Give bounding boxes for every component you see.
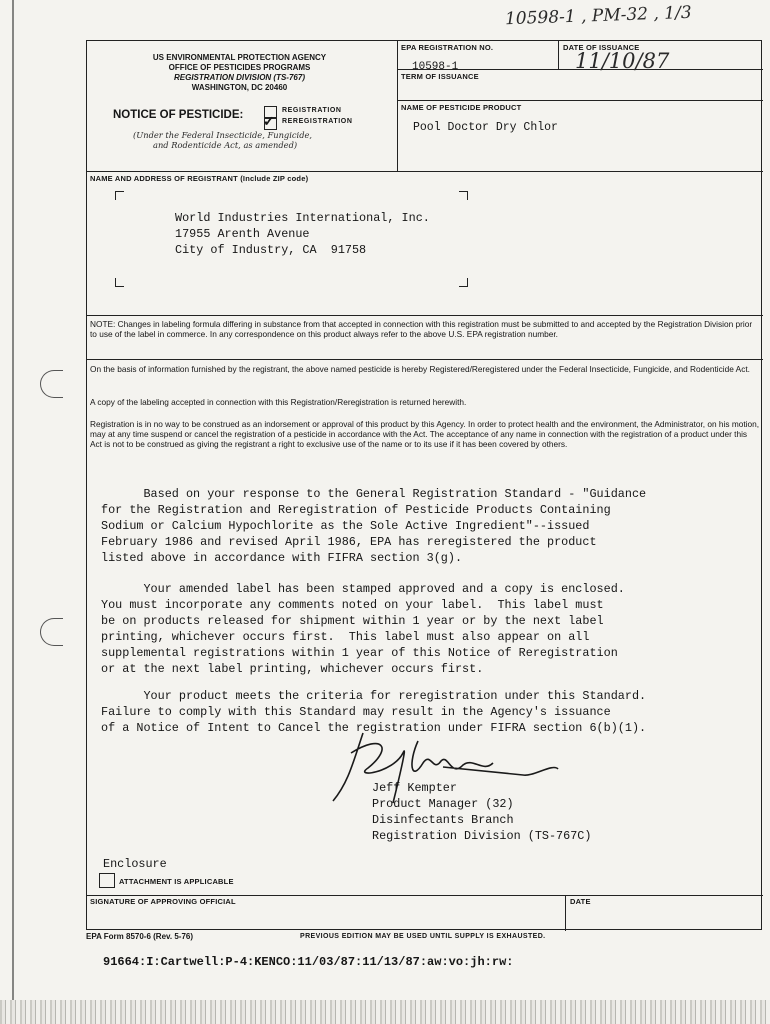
checkbox-check-mark-icon: ✓ xyxy=(263,113,275,129)
attachment-checkbox[interactable] xyxy=(99,873,115,888)
agency-division: REGISTRATION DIVISION (TS-767) xyxy=(174,73,305,82)
scan-edge-noise xyxy=(12,0,14,1000)
agency-address: WASHINGTON, DC 20460 xyxy=(191,83,288,92)
agency-office: OFFICE OF PESTICIDES PROGRAMS xyxy=(168,63,311,72)
act-reference-line1: (Under the Federal Insecticide, Fungicide, xyxy=(133,130,313,140)
date-of-issuance-value: 11/10/87 xyxy=(575,49,670,73)
signature-label: SIGNATURE OF APPROVING OFFICIAL xyxy=(90,897,236,906)
routing-line: 91664:I:Cartwell:P-4:KENCO:11/03/87:11/13/87:aw:vo:jh:rw: xyxy=(103,955,514,969)
notice-form: US ENVIRONMENTAL PROTECTION AGENCY OFFICE OF PESTICIDES PROGRAMS REGISTRATION DIVISION (TS-767) WASHINGTON, DC 20460 NOTICE OF PESTICIDE: REGISTRATION ✓ REREGISTRATION (Under the Federal Insecticide, Fungicide, and Rodenticide Act, as amended) EPA REGISTRATION NO. 10598-1 DATE OF ISSUANCE 11/10/87 TERM OF ISSUANCE NAME OF PESTICIDE PRODUCT Pool Doctor Dry Chlor NAME AND ADDRESS OF REGISTRANT (Include ZIP code) World Industries International, Inc. 17955 Arenth Avenue City of Industry, CA 91758 NOTE: Changes in labeling formula differing in substance from that accepted in connection with this registration must be submitted to and accepted by the Registration Division prior to use of the label in commerce. In any correspondence on this product always refer to the above U.S. EPA registration number. On the basis of information furnished by the registrant, the above named pesticide is hereby Registered/Reregistered under the Federal Insecticide, Fungicide, and Rodenticide Act. A copy of the labeling accepted in connection with this Registration/Reregistration is returned herewith. Registration is in no way to be construed as an indorsement or approval of this product by this Agency. In order to protect health and the environment, the Administrator, on his motion, may at any time suspend or cancel the registration of a pesticide in accordance with the Act. The acceptance of any name in connection with the registration of a product under this Act is not to be construed as giving the registrant a right to exclusive use of the name or to its use if it has been covered by others. Based on your response to the General Registration Standard - "Guidance for the Registration and Reregistration of Pesticide Products Containing Sodium or Calcium Hypochlorite as the Sole Active Ingredient"--issued February 1986 and revised April 1986, EPA has reregistered the product listed above in accordance with FIFRA section 3(g). Your amended label has been stamped approved and a copy is enclosed. You must incorporate any comments noted on your label. This label must be on products released for shipment within 1 year or by the next label printing, whichever occurs first. This label must also appear on all supplemental registrations within 1 year of this Notice of Reregistration or at the next label printing, whichever occurs first. Your product meets the criteria for reregistration under this Standard. Failure to comply with this Standard may result in the Agency's issuance of a Notice of Intent to Cancel the registration under FIFRA section 6(b)(1). Jeff Kempter Product Manager (32) Disinfectants Branch Registration Division (TS-767C) Enclosure ATTACHMENT IS APPLICABLE SIGNATURE OF APPROVING OFFICIAL DATE xyxy=(86,40,762,930)
registrant-label: NAME AND ADDRESS OF REGISTRANT (Include ZIP code) xyxy=(90,174,309,183)
reregistration-option-label: REREGISTRATION xyxy=(282,118,353,125)
registrant-name: World Industries International, Inc. xyxy=(175,211,430,225)
labeling-copy-statement: A copy of the labeling accepted in connection with this Registration/Reregistration is returned herewith. xyxy=(90,397,467,407)
registration-option-label: REGISTRATION xyxy=(282,107,342,114)
signer-branch: Disinfectants Branch xyxy=(372,813,514,827)
enclosure-line: Enclosure xyxy=(103,857,167,871)
handwritten-file-note: 10598-1 , PM-32 , 1/3 xyxy=(504,2,692,30)
address-window-corner xyxy=(459,278,468,287)
signer-name: Jeff Kempter xyxy=(372,781,457,795)
date-of-issuance-label: DATE OF ISSUANCE xyxy=(563,43,640,52)
term-of-issuance-label: TERM OF ISSUANCE xyxy=(401,72,479,81)
disclaimer-statement: Registration is in no way to be construed as an indorsement or approval of this product by this Agency. In order to protect health and the environment, the Administrator, on his motion, may at any time suspend or cancel the registration of a pesticide in accordance with the Act. The acceptance of any name in connection with the registration of a product under this Act is not to be construed as giving the registrant a right to exclusive use of the name or to its use if it has been covered by others. xyxy=(90,419,760,449)
scan-edge-noise xyxy=(0,1000,770,1024)
date-label: DATE xyxy=(570,897,591,906)
registrant-street: 17955 Arenth Avenue xyxy=(175,227,310,241)
registrant-city: City of Industry, CA 91758 xyxy=(175,243,367,257)
product-name-value: Pool Doctor Dry Chlor xyxy=(413,121,558,134)
address-window-corner xyxy=(115,278,124,287)
notice-title: NOTICE OF PESTICIDE: xyxy=(113,109,244,121)
address-window-corner xyxy=(459,191,468,200)
labeling-note: NOTE: Changes in labeling formula differing in substance from that accepted in connection with this registration must be submitted to and accepted by the Registration Division prior to use of the label in commerce. In any correspondence on this product always refer to the above U.S. EPA registration number. xyxy=(90,319,753,339)
attachment-label: ATTACHMENT IS APPLICABLE xyxy=(119,877,234,886)
act-reference-line2: and Rodenticide Act, as amended) xyxy=(153,140,298,150)
registration-number-value: 10598-1 xyxy=(412,61,459,73)
previous-edition-notice: PREVIOUS EDITION MAY BE USED UNTIL SUPPLY IS EXHAUSTED. xyxy=(300,933,546,940)
signer-title: Product Manager (32) xyxy=(372,797,514,811)
registration-statement: On the basis of information furnished by the registrant, the above named pesticide is hereby Registered/Reregistered under the Federal Insecticide, Fungicide, and Rodenticide Act. xyxy=(90,364,750,374)
form-number: EPA Form 8570-6 (Rev. 5-76) xyxy=(86,932,194,941)
address-window-corner xyxy=(115,191,124,200)
agency-name: US ENVIRONMENTAL PROTECTION AGENCY xyxy=(152,53,327,62)
registration-number-label: EPA REGISTRATION NO. xyxy=(401,43,494,52)
signer-division: Registration Division (TS-767C) xyxy=(372,829,592,843)
punch-hole-mark xyxy=(40,618,63,646)
punch-hole-mark xyxy=(40,370,63,398)
product-name-label: NAME OF PESTICIDE PRODUCT xyxy=(401,103,522,112)
